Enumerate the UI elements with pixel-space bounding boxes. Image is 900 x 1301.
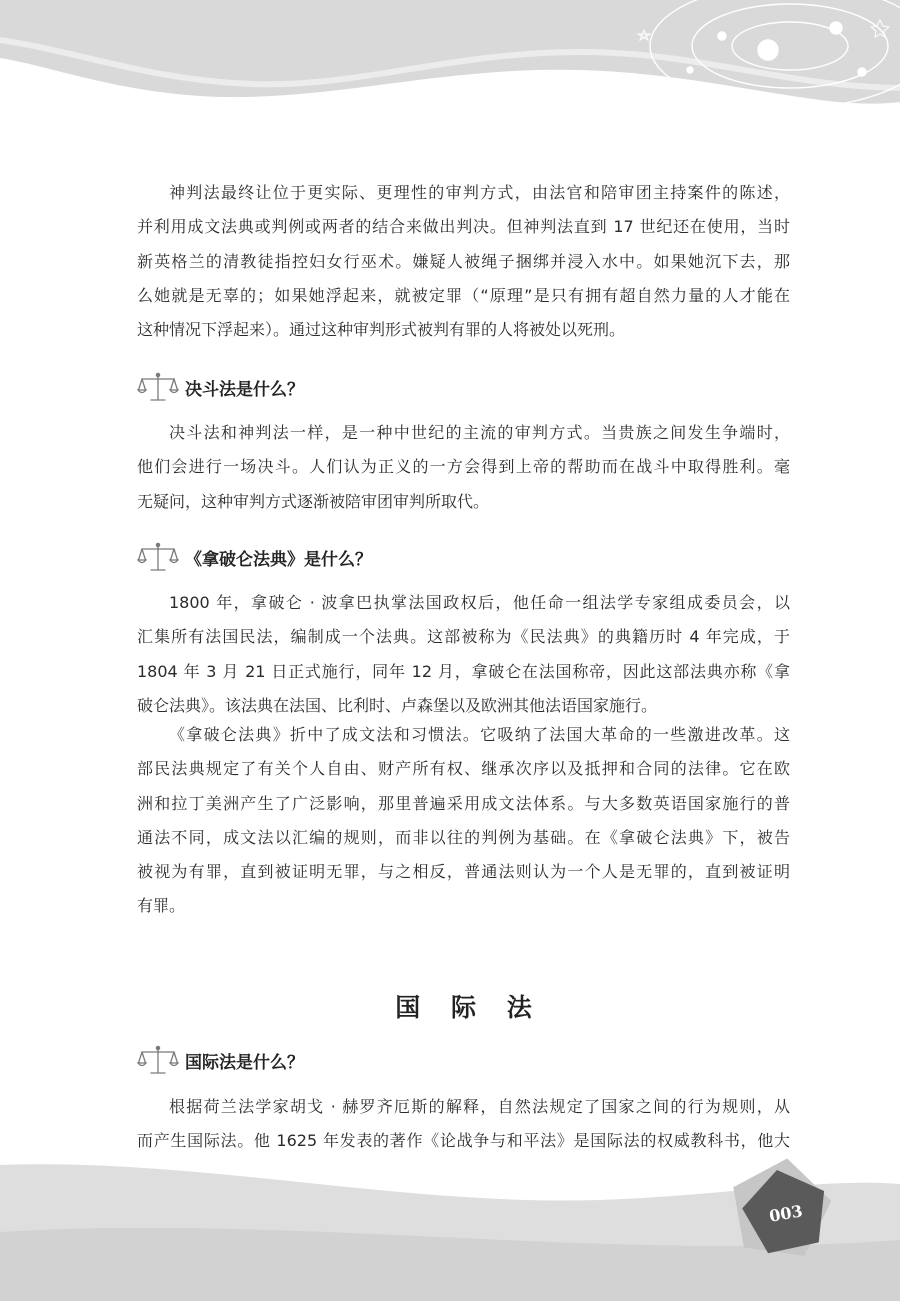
paragraph-line: 根据荷兰法学家胡戈 · 赫罗齐厄斯的解释，自然法规定了国家之间的行为规则，从 [169, 1097, 790, 1116]
paragraph-line: 洲和拉丁美洲产生了广泛影响，那里普遍采用成文法体系。与大多数英语国家施行的普 [137, 793, 790, 813]
paragraph-line: 通法不同，成文法以汇编的规则，而非以往的判例为基础。在《拿破仑法典》下，被告 [137, 827, 790, 847]
paragraph-line: 被视为有罪，直到被证明无罪，与之相反，普通法则认为一个人是无罪的，直到被证明 [137, 862, 790, 882]
section-heading [137, 1043, 304, 1077]
heading-text: 国际法是什么？ [185, 1052, 304, 1073]
section-heading [137, 540, 372, 574]
paragraph-line: 么她就是无辜的；如果她浮起来，就被定罪（“原理”是只有拥有超自然力量的人才能在 [137, 285, 790, 305]
paragraph-line: 他们会进行一场决斗。人们认为正义的一方会得到上帝的帮助而在战斗中取得胜利。毫 [137, 457, 790, 477]
paragraph-line: 决斗法和神判法一样，是一种中世纪的主流的审判方式。当贵族之间发生争端时， [169, 423, 790, 442]
paragraph [137, 1090, 790, 1159]
paragraph-line: 而产生国际法。他 1625 年发表的著作《论战争与和平法》是国际法的权威教科书，他大 [137, 1131, 790, 1151]
paragraph [137, 416, 790, 519]
paragraph-line: 汇集所有法国民法，编制成一个法典。这部被称为《民法典》的典籍历时 4 年完成，于 [137, 627, 790, 647]
scales-icon [137, 541, 179, 573]
heading-text: 决斗法是什么？ [185, 379, 304, 400]
scales-icon [137, 371, 179, 403]
paragraph-line: 有罪。 [137, 896, 186, 916]
heading-text: 《拿破仑法典》是什么？ [185, 549, 372, 570]
paragraph [137, 586, 790, 723]
paragraph-line: 神判法最终让位于更实际、更理性的审判方式，由法官和陪审团主持案件的陈述， [169, 183, 790, 202]
paragraph-line: 并利用成文法典或判例或两者的结合来做出判决。但神判法直到 17 世纪还在使用，当时 [137, 217, 790, 237]
paragraph-line: 《拿破仑法典》折中了成文法和习惯法。它吸纳了法国大革命的一些激进改革。这 [169, 725, 790, 744]
paragraph-line: 部民法典规定了有关个人自由、财产所有权、继承次序以及抵押和合同的法律。它在欧 [137, 759, 790, 779]
section-heading [137, 370, 304, 404]
paragraph-line: 新英格兰的清教徒指控妇女行巫术。嫌疑人被绳子捆绑并浸入水中。如果她沉下去，那 [137, 251, 790, 271]
paragraph-line: 这种情况下浮起来）。通过这种审判形式被判有罪的人将被处以死刑。 [137, 320, 626, 340]
paragraph [137, 718, 790, 924]
chapter-title: 国 际 法 [395, 993, 543, 1022]
paragraph [137, 176, 790, 347]
paragraph-line: 破仑法典》。该法典在法国、比利时、卢森堡以及欧洲其他法语国家施行。 [137, 695, 658, 715]
paragraph-line: 1800 年，拿破仑 · 波拿巴执掌法国政权后，他任命一组法学专家组成委员会，以 [169, 593, 790, 612]
paragraph-line: 无疑问，这种审判方式逐渐被陪审团审判所取代。 [137, 491, 490, 511]
paragraph-line: 1804 年 3 月 21 日正式施行，同年 12 月，拿破仑在法国称帝，因此这部法典亦称《拿 [137, 661, 790, 681]
scales-icon [137, 1044, 179, 1076]
page-number: 003 [767, 1201, 805, 1226]
